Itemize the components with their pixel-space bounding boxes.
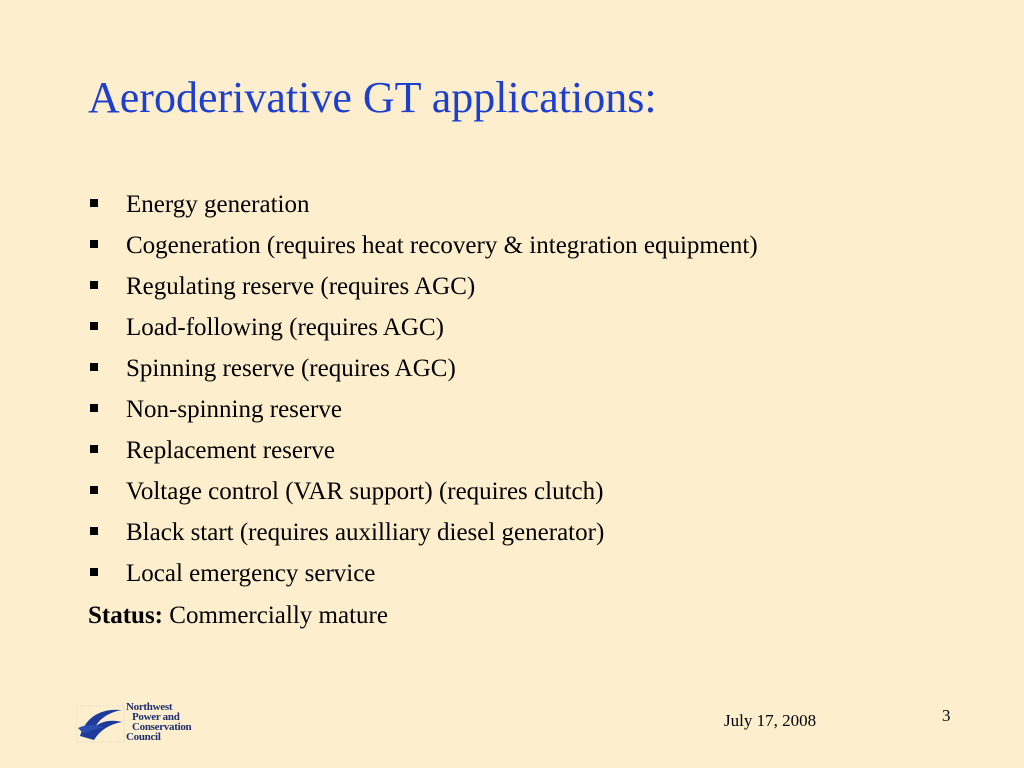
square-bullet-icon [90, 527, 98, 535]
list-item [88, 350, 758, 391]
logo-line: Conservation [132, 721, 192, 733]
list-item-text: Replacement reserve [126, 437, 335, 464]
council-logo [76, 700, 216, 748]
list-item-text: Non-spinning reserve [126, 396, 342, 423]
footer-date: July 17, 2008 [724, 711, 817, 730]
list-item [88, 514, 758, 555]
list-item [88, 186, 758, 227]
slide-title: Aeroderivative GT applications: [88, 73, 657, 122]
wave-logo-icon [76, 702, 128, 746]
list-item [88, 268, 758, 309]
square-bullet-icon [90, 445, 98, 453]
list-item [88, 391, 758, 432]
status-line [88, 597, 388, 635]
list-item [88, 309, 758, 350]
list-item-text: Energy generation [126, 191, 310, 218]
square-bullet-icon [90, 363, 98, 371]
bullet-list [88, 186, 758, 596]
list-item-text: Voltage control (VAR support) (requires clutch) [126, 478, 604, 505]
square-bullet-icon [90, 240, 98, 248]
list-item [88, 432, 758, 473]
list-item-text: Spinning reserve (requires AGC) [126, 355, 456, 382]
list-item-text: Regulating reserve (requires AGC) [126, 273, 476, 300]
list-item [88, 555, 758, 596]
status-value: Commercially mature [163, 602, 388, 629]
square-bullet-icon [90, 199, 98, 207]
status-label: Status: [88, 602, 164, 629]
list-item-text: Cogeneration (requires heat recovery & integration equipment) [126, 232, 758, 259]
square-bullet-icon [90, 322, 98, 330]
square-bullet-icon [90, 568, 98, 576]
logo-line: Northwest [126, 701, 173, 713]
logo-line: Power and [132, 711, 180, 723]
list-item-text: Black start (requires auxilliary diesel generator) [126, 519, 605, 546]
list-item-text: Load-following (requires AGC) [126, 314, 444, 341]
square-bullet-icon [90, 404, 98, 412]
square-bullet-icon [90, 281, 98, 289]
square-bullet-icon [90, 486, 98, 494]
page-number: 3 [942, 706, 951, 725]
list-item [88, 473, 758, 514]
logo-wordmark [126, 702, 191, 742]
list-item-text: Local emergency service [126, 560, 376, 587]
list-item [88, 227, 758, 268]
logo-line: Council [126, 731, 161, 743]
